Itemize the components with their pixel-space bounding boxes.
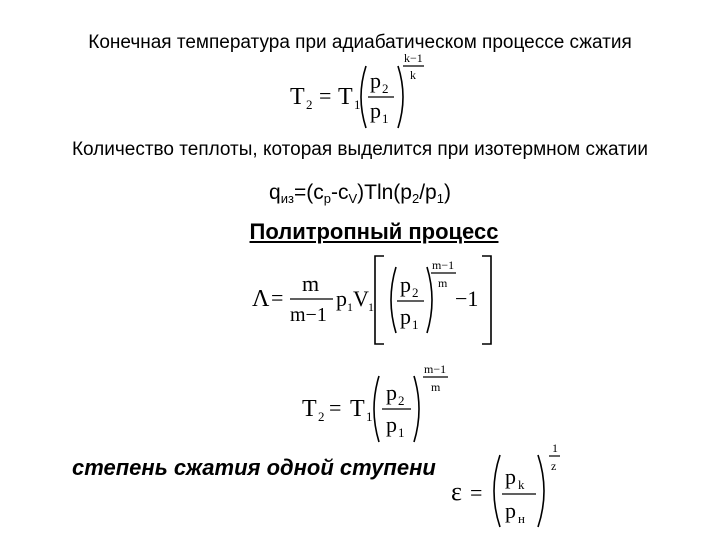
f2-left-paren [391, 267, 396, 333]
f2-num-sub: 2 [412, 285, 419, 300]
f4-eq: = [470, 480, 483, 505]
f2-lhs: Λ [252, 286, 270, 312]
f4-num-sub: k [518, 477, 525, 492]
f4-den-sub: н [518, 511, 525, 526]
f3-den-sub: 1 [398, 425, 405, 440]
q-subscript: из [280, 191, 294, 206]
f1-rhs: T [338, 84, 353, 110]
cv-subscript: V [348, 191, 358, 206]
f3-eq: = [329, 395, 342, 420]
q-symbol: q [269, 181, 281, 204]
f3-den: p [386, 412, 397, 437]
f3-num-sub: 2 [398, 393, 405, 408]
f2-frac-den: m−1 [290, 304, 327, 326]
f4-lhs: ε [451, 477, 462, 506]
f4-num: p [505, 464, 516, 489]
f2-v-sub: 1 [368, 300, 374, 314]
f3-rhs: T [350, 396, 365, 422]
p1-subscript: 1 [436, 191, 444, 206]
f1-right-paren [398, 66, 403, 128]
f2-den: p [400, 304, 411, 329]
f2-den-sub: 1 [412, 317, 419, 332]
f2-eq: = [271, 285, 284, 310]
f1-exp-num: k−1 [404, 51, 423, 65]
f2-exp-den: m [438, 276, 448, 290]
f1-den-sub: 1 [382, 111, 389, 126]
q-part-close: ) [443, 181, 451, 204]
q-part-open: =(c [293, 181, 324, 204]
f3-exp-num: m−1 [424, 362, 447, 376]
f2-v: V [353, 286, 369, 311]
f2-p-sub: 1 [347, 300, 353, 314]
f3-lhs-sub: 2 [318, 409, 325, 424]
f4-right-paren [538, 455, 544, 527]
f2-minus-one: −1 [455, 286, 479, 311]
f3-left-paren [374, 376, 379, 442]
f1-lhs: T [290, 84, 305, 110]
f2-p: p [336, 286, 347, 311]
q-part-dash: -c [330, 181, 349, 204]
f1-lhs-sub: 2 [306, 97, 313, 112]
f1-den: p [370, 98, 381, 123]
polytropic-heading: Политропный процесс [249, 219, 499, 244]
q-part-tln: )Tln(p [357, 181, 412, 204]
f4-exp-den: z [551, 459, 557, 473]
f2-right-paren [427, 267, 432, 333]
isothermal-caption: Количество теплоты, которая выделится при изотермном сжатии [71, 139, 649, 160]
f1-eq: = [319, 83, 332, 108]
f2-exp-num: m−1 [432, 258, 455, 272]
f2-right-bracket [482, 256, 491, 344]
f4-den: p [505, 498, 516, 523]
f2-num: p [400, 272, 411, 297]
polytropic-work-formula [252, 256, 491, 344]
f3-num: p [386, 380, 397, 405]
polytropic-t2-formula [302, 362, 448, 442]
f1-rhs-sub: 1 [354, 97, 361, 112]
compression-ratio-caption: степень сжатия одной ступени [72, 455, 436, 480]
adiabatic-t2-formula [290, 51, 424, 128]
f3-rhs-sub: 1 [366, 409, 373, 424]
f4-exp-num: 1 [552, 441, 558, 455]
f3-lhs: T [302, 396, 317, 422]
cp-subscript: p [323, 191, 331, 206]
f1-num: p [370, 68, 381, 93]
compression-ratio-formula [451, 441, 560, 527]
f1-left-paren [361, 66, 366, 128]
f1-num-sub: 2 [382, 81, 389, 96]
f4-left-paren [494, 455, 500, 527]
f3-right-paren [414, 376, 419, 442]
adiabatic-caption: Конечная температура при адиабатическом процессе сжатия [88, 32, 632, 53]
f2-left-bracket [375, 256, 384, 344]
f3-exp-den: m [431, 380, 441, 394]
q-part-slash: /p [419, 181, 437, 204]
f2-frac-num: m [302, 271, 320, 296]
f1-exp-den: k [410, 68, 416, 82]
p2-subscript: 2 [411, 191, 420, 206]
